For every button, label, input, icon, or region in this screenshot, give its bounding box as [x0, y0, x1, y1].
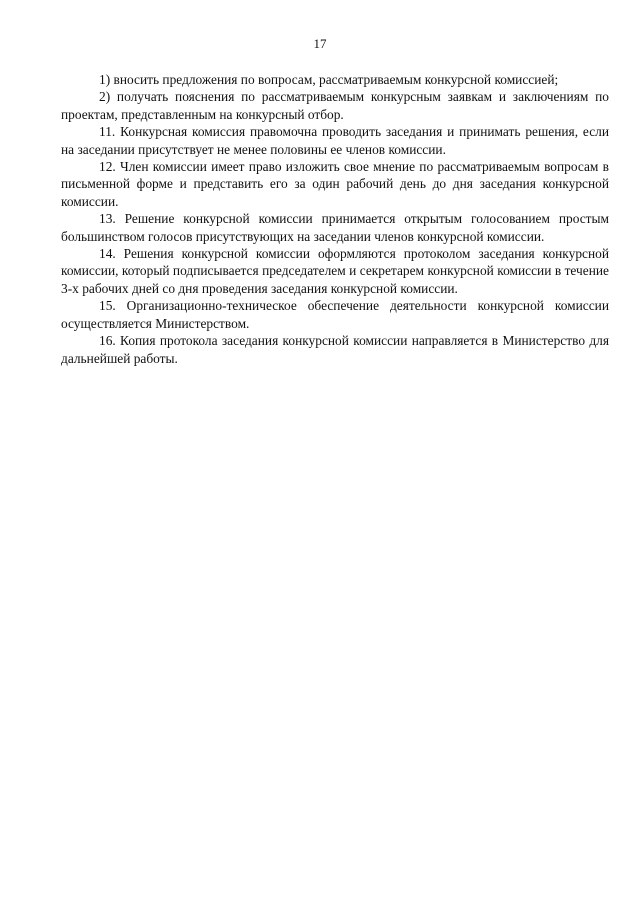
paragraph-item-1: 1) вносить предложения по вопросам, рассматриваемым конкурсной комиссией; — [99, 72, 559, 87]
paragraph-item-2: 2) получать пояснения по рассматриваемым конкурсным заявкам и заключениям по проектам, представленным на конкурсный отбор. — [61, 89, 609, 122]
paragraph-clause-16: 16. Копия протокола заседания конкурсной комиссии направляется в Министерство для дальнейшей работы. — [61, 333, 609, 366]
paragraph-clause-12: 12. Член комиссии имеет право изложить свое мнение по рассматриваемым вопросам в письменной форме и представить его за один рабочий день до дня заседания конкурсной комиссии. — [61, 159, 609, 209]
document-body — [61, 71, 609, 367]
paragraph-clause-14: 14. Решения конкурсной комиссии оформляются протоколом заседания конкурсной комиссии, который подписывается председателем и секретарем конкурсной комиссии в течение 3-х рабочих дней со дня проведения заседания конкурсной комиссии. — [61, 246, 609, 296]
paragraph-clause-15: 15. Организационно-техническое обеспечение деятельности конкурсной комиссии осуществляется Министерством. — [61, 298, 609, 331]
page-number: 17 — [313, 36, 327, 51]
paragraph-clause-13: 13. Решение конкурсной комиссии принимается открытым голосованием простым большинством голосов присутствующих на заседании членов конкурсной комиссии. — [61, 211, 609, 244]
paragraph-clause-11: 11. Конкурсная комиссия правомочна проводить заседания и принимать решения, если на заседании присутствует не менее половины ее членов комиссии. — [61, 124, 609, 157]
